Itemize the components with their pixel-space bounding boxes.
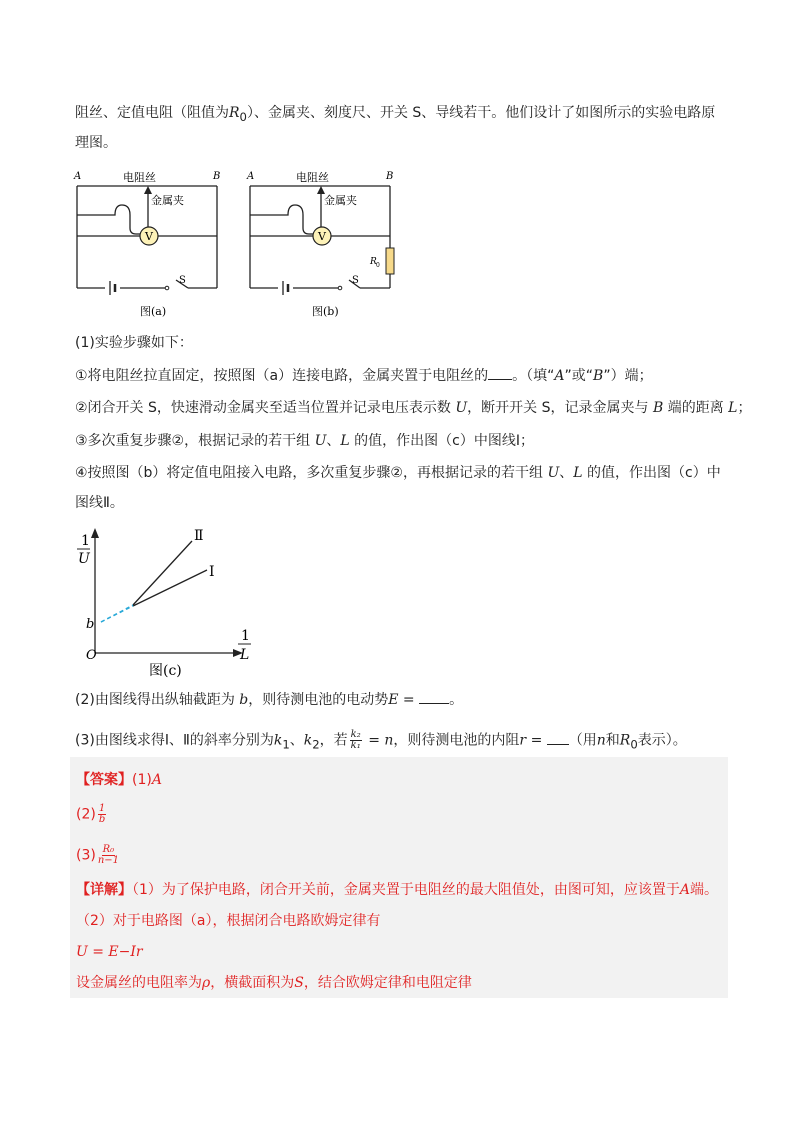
- caption-b: 图(b): [312, 305, 339, 318]
- step2-text-4: ；: [737, 400, 752, 416]
- detail-4-rho: ρ: [202, 975, 211, 991]
- intercept-b: b: [86, 617, 95, 632]
- line-ii-extension: [101, 605, 133, 622]
- answer-1-value: A: [151, 772, 162, 788]
- step1-text-3: ”或“: [564, 368, 594, 384]
- answer-3-num: R₀: [102, 844, 115, 855]
- line-i: [133, 570, 207, 606]
- intro-line-2: [75, 133, 117, 153]
- answer-3-prefix: (3): [76, 847, 96, 864]
- q2-e: E: [388, 692, 399, 708]
- step4-l: L: [573, 465, 583, 481]
- answer-2-prefix: (2): [76, 806, 96, 823]
- step-4: [75, 463, 721, 483]
- detail-4-text-2: ，横截面积为: [210, 975, 295, 991]
- step1-a: A: [554, 368, 565, 384]
- step1-text: ①将电阻丝拉直固定，按照图（a）连接电路，金属夹置于电阻丝的: [75, 368, 489, 384]
- step4-text: ④按照图（b）将定值电阻接入电路，多次重复步骤②，再根据记录的若干组: [75, 465, 548, 481]
- y-label-den: U: [78, 551, 90, 567]
- answer-3-line: [76, 845, 121, 866]
- q3-r0: R: [619, 732, 631, 749]
- y-axis-arrow-icon: [91, 528, 99, 538]
- step2-u: U: [455, 400, 468, 416]
- x-label-num: 1: [241, 628, 250, 644]
- q3-k1: k: [273, 732, 283, 749]
- q3-n: n: [384, 732, 394, 749]
- q3-end: 表示）。: [637, 732, 687, 749]
- resistance-wire-label: 电阻丝: [123, 171, 156, 184]
- q2-text-2: ，则待测电池的电动势: [248, 692, 389, 708]
- q3-k1-sub: 1: [282, 737, 290, 752]
- line-i-extension: [101, 606, 133, 622]
- q2-text: (2)由图线得出纵轴截距为: [75, 692, 240, 708]
- step2-text-2: ，断开开关 S，记录金属夹与: [467, 400, 653, 416]
- detail-2: [76, 911, 381, 931]
- x-label-den: L: [240, 647, 250, 663]
- graph-c: [70, 518, 270, 678]
- caption-c: 图(c): [149, 663, 182, 678]
- detail-2-text: （2）对于电路图（a），根据闭合电路欧姆定律有: [76, 913, 381, 929]
- resistance-wire-label-b: 电阻丝: [296, 171, 329, 184]
- caption-a: 图(a): [140, 305, 167, 318]
- step-1: [75, 366, 653, 386]
- step4-sep: 、: [559, 465, 574, 481]
- label-line-ii: Ⅱ: [194, 528, 204, 544]
- step1-text-4: ”）端；: [603, 368, 653, 384]
- answer-2-fraction: [98, 804, 106, 825]
- detail-3: [76, 942, 143, 962]
- step-4-line-2: [75, 493, 124, 513]
- step3-sep: 、: [326, 433, 341, 449]
- answer-panel: [70, 757, 728, 998]
- step4-text-3: 图线Ⅱ。: [75, 495, 124, 511]
- q2-b: b: [239, 692, 249, 708]
- label-a-b: A: [247, 171, 255, 182]
- step3-text: ③多次重复步骤②，根据记录的若干组: [75, 433, 315, 449]
- q3-text: (3)由图线求得Ⅰ、Ⅱ的斜率分别为: [75, 732, 274, 749]
- answer-label: 【答案】: [76, 772, 132, 788]
- intro-line-1: [75, 103, 715, 127]
- detail-4: [76, 973, 472, 993]
- label-line-i: Ⅰ: [209, 564, 215, 580]
- detail-1-text: （1）为了保护电路，闭合开关前，金属夹置于电阻丝的最大阻值处，由图可知，应该置于: [132, 882, 680, 898]
- metal-clip-label: 金属夹: [151, 194, 184, 207]
- switch-label: S: [179, 275, 186, 286]
- clip-arrow-icon-b: [317, 186, 325, 194]
- step4-text-2: 的值，作出图（c）中: [582, 465, 721, 481]
- switch-contact-icon: [165, 286, 169, 290]
- answer-3-fraction: [98, 845, 119, 866]
- step2-text-3: 端的距离: [663, 400, 729, 416]
- q3-text-4: （用: [568, 732, 597, 749]
- detail-4-s: S: [294, 975, 304, 991]
- detail-4-text-3: ，结合欧姆定律和电阻定律: [303, 975, 472, 991]
- q3-and: 和: [605, 732, 620, 749]
- intro-text-3: 理图。: [75, 135, 117, 151]
- answer-label-line: [76, 770, 162, 790]
- detail-4-text: 设金属丝的电阻率为: [76, 975, 202, 991]
- answer-2-line: [76, 804, 108, 825]
- steps-header-text: (1)实验步骤如下：: [75, 335, 193, 351]
- r0-subscript: 0: [239, 109, 247, 124]
- q3-n2: n: [596, 732, 606, 749]
- q3-frac-den: k₁: [350, 740, 361, 751]
- clip-arrow-icon: [144, 186, 152, 194]
- answer-3-den: n−1: [97, 855, 120, 866]
- q3-k2-sub: 2: [312, 737, 320, 752]
- step3-u: U: [314, 433, 327, 449]
- answer-2-den: b: [98, 814, 106, 825]
- q3-eq: =: [526, 732, 547, 749]
- step2-l: L: [728, 400, 738, 416]
- blank-1: [488, 367, 512, 380]
- label-a: A: [74, 171, 82, 182]
- answer-2-num: 1: [98, 803, 106, 814]
- q3-r0-sub: 0: [630, 737, 638, 752]
- voltmeter-label-b: V: [318, 230, 326, 243]
- step1-b: B: [593, 368, 604, 384]
- step2-text: ②闭合开关 S，快速滑动金属夹至适当位置并记录电压表示数: [75, 400, 456, 416]
- q2-end: 。: [449, 692, 464, 708]
- metal-clip-label-b: 金属夹: [324, 194, 357, 207]
- question-3: [75, 730, 687, 754]
- blank-3: [547, 732, 569, 745]
- question-2: [75, 690, 463, 710]
- q3-fraction: [350, 730, 362, 751]
- step-3: [75, 431, 534, 451]
- y-label-num: 1: [81, 533, 90, 549]
- r0-sub-label: 0: [376, 262, 380, 269]
- label-b: B: [213, 171, 221, 182]
- resistor-r0-icon: [386, 248, 394, 274]
- blank-2: [419, 691, 449, 704]
- step-2: [75, 398, 751, 418]
- step3-text-2: 的值，作出图（c）中图线Ⅰ；: [349, 433, 534, 449]
- q3-text-2: ，若: [319, 732, 348, 749]
- detail-1: [76, 880, 718, 900]
- q3-k2: k: [303, 732, 313, 749]
- switch-label-b: S: [352, 275, 359, 286]
- steps-header: [75, 333, 193, 353]
- r0-label: R: [370, 257, 377, 267]
- step4-u: U: [547, 465, 560, 481]
- voltmeter-label: V: [145, 230, 153, 243]
- detail-1-a: A: [679, 882, 691, 898]
- answer-1-prefix: (1): [132, 772, 152, 788]
- label-b-b: B: [386, 171, 394, 182]
- q3-text-3: ，则待测电池的内阻: [393, 732, 520, 749]
- intro-text-2: ）、金属夹、刻度尺、开关 S、导线若干。他们设计了如图所示的实验电路原: [246, 105, 716, 121]
- step2-b: B: [652, 400, 664, 416]
- step3-l: L: [340, 433, 350, 449]
- q3-sep: 、: [289, 732, 304, 749]
- q3-eqn: =: [363, 732, 385, 749]
- step1-text-2: 。（填“: [512, 368, 555, 384]
- circuit-diagrams: [60, 160, 420, 325]
- q2-eq: =: [398, 692, 420, 708]
- origin-o: O: [86, 648, 97, 663]
- detail-label: 【详解】: [76, 882, 132, 898]
- switch-contact-icon-b: [338, 286, 342, 290]
- q3-frac-num: k₂: [350, 729, 361, 740]
- line-ii: [133, 541, 192, 605]
- intro-text: 阻丝、定值电阻（阻值为: [75, 105, 229, 121]
- q3-r: r: [519, 732, 527, 749]
- detail-3-equation: U = E−Ir: [76, 944, 143, 960]
- r0-symbol: R: [229, 105, 240, 121]
- detail-1-text-2: 端。: [690, 882, 719, 898]
